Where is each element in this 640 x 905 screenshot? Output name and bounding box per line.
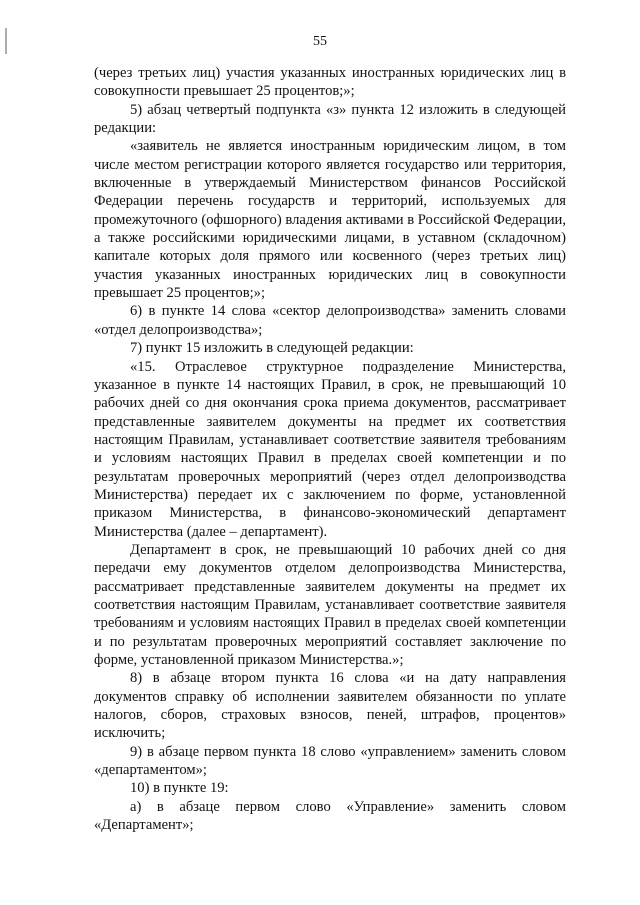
paragraph: а) в абзаце первом слово «Управление» заменить словом «Департамент»; <box>94 798 566 834</box>
paragraph: (через третьих лиц) участия указанных иностранных юридических лиц в совокупности превышает 25 процентов;»; <box>94 65 566 100</box>
paragraph: Департамент в срок, не превышающий 10 рабочих дней со дня передачи ему документов отделом делопроизводства Министерства, рассматривает представленные заявителем документы на предмет их соответствия настоящим Правилам, устанавливает соответствие заявителя требованиям и условиям настоящих Правил в пределах своей компетенции и по результатам проверочных мероприятий составляет заключение по форме, установленной приказом Министерства.»; <box>94 541 566 668</box>
paragraph: 9) в абзаце первом пункта 18 слово «управлением» заменить словом «департаментом»; <box>94 743 566 779</box>
paragraph: 5) абзац четвертый подпункта «з» пункта 12 изложить в следующей редакции: <box>94 101 566 137</box>
paragraph: 6) в пункте 14 слова «сектор делопроизводства» заменить словами «отдел делопроизводства»; <box>94 303 566 338</box>
page-number: 55 <box>313 34 327 49</box>
paragraph: 7) пункт 15 изложить в следующей редакции: <box>130 340 414 357</box>
document-body <box>94 64 566 834</box>
paragraph: «15. Отраслевое структурное подразделение Министерства, указанное в пункте 14 настоящих Правил, в срок, не превышающий 10 рабочих дней со дня окончания срока приема документов, рассматривает представленные заявителем документы на предмет их соответствия настоящим Правилам, устанавливает соответствие заявителя требованиям и условиям настоящих Правил в пределах своей компетенции и по результатам проверочных мероприятий (через отдел делопроизводства Министерства) передает их с заключением по форме, установленной приказом Министерства, в финансово-экономический департамент Министерства (далее – департамент). <box>94 358 566 540</box>
paragraph: 8) в абзаце втором пункта 16 слова «и на дату направления документов справку об исполнении заявителем обязанности по уплате налогов, сборов, страховых взносов, пеней, штрафов, процентов» исключить; <box>94 670 566 742</box>
paragraph: 10) в пункте 19: <box>130 780 229 797</box>
paragraph: «заявитель не является иностранным юридическим лицом, в том числе местом регистрации которого является государство или территория, включенные в утверждаемый Министерством финансов Российской Федерации перечень государств и территорий, используемых для промежуточного (офшорного) владения активами в Российской Федерации, а также российскими юридическими лицами, в уставном (складочном) капитале которых доля прямого или косвенного (через третьих лиц) участия указанных иностранных юридических лиц в совокупности превышает 25 процентов;»; <box>94 138 566 302</box>
